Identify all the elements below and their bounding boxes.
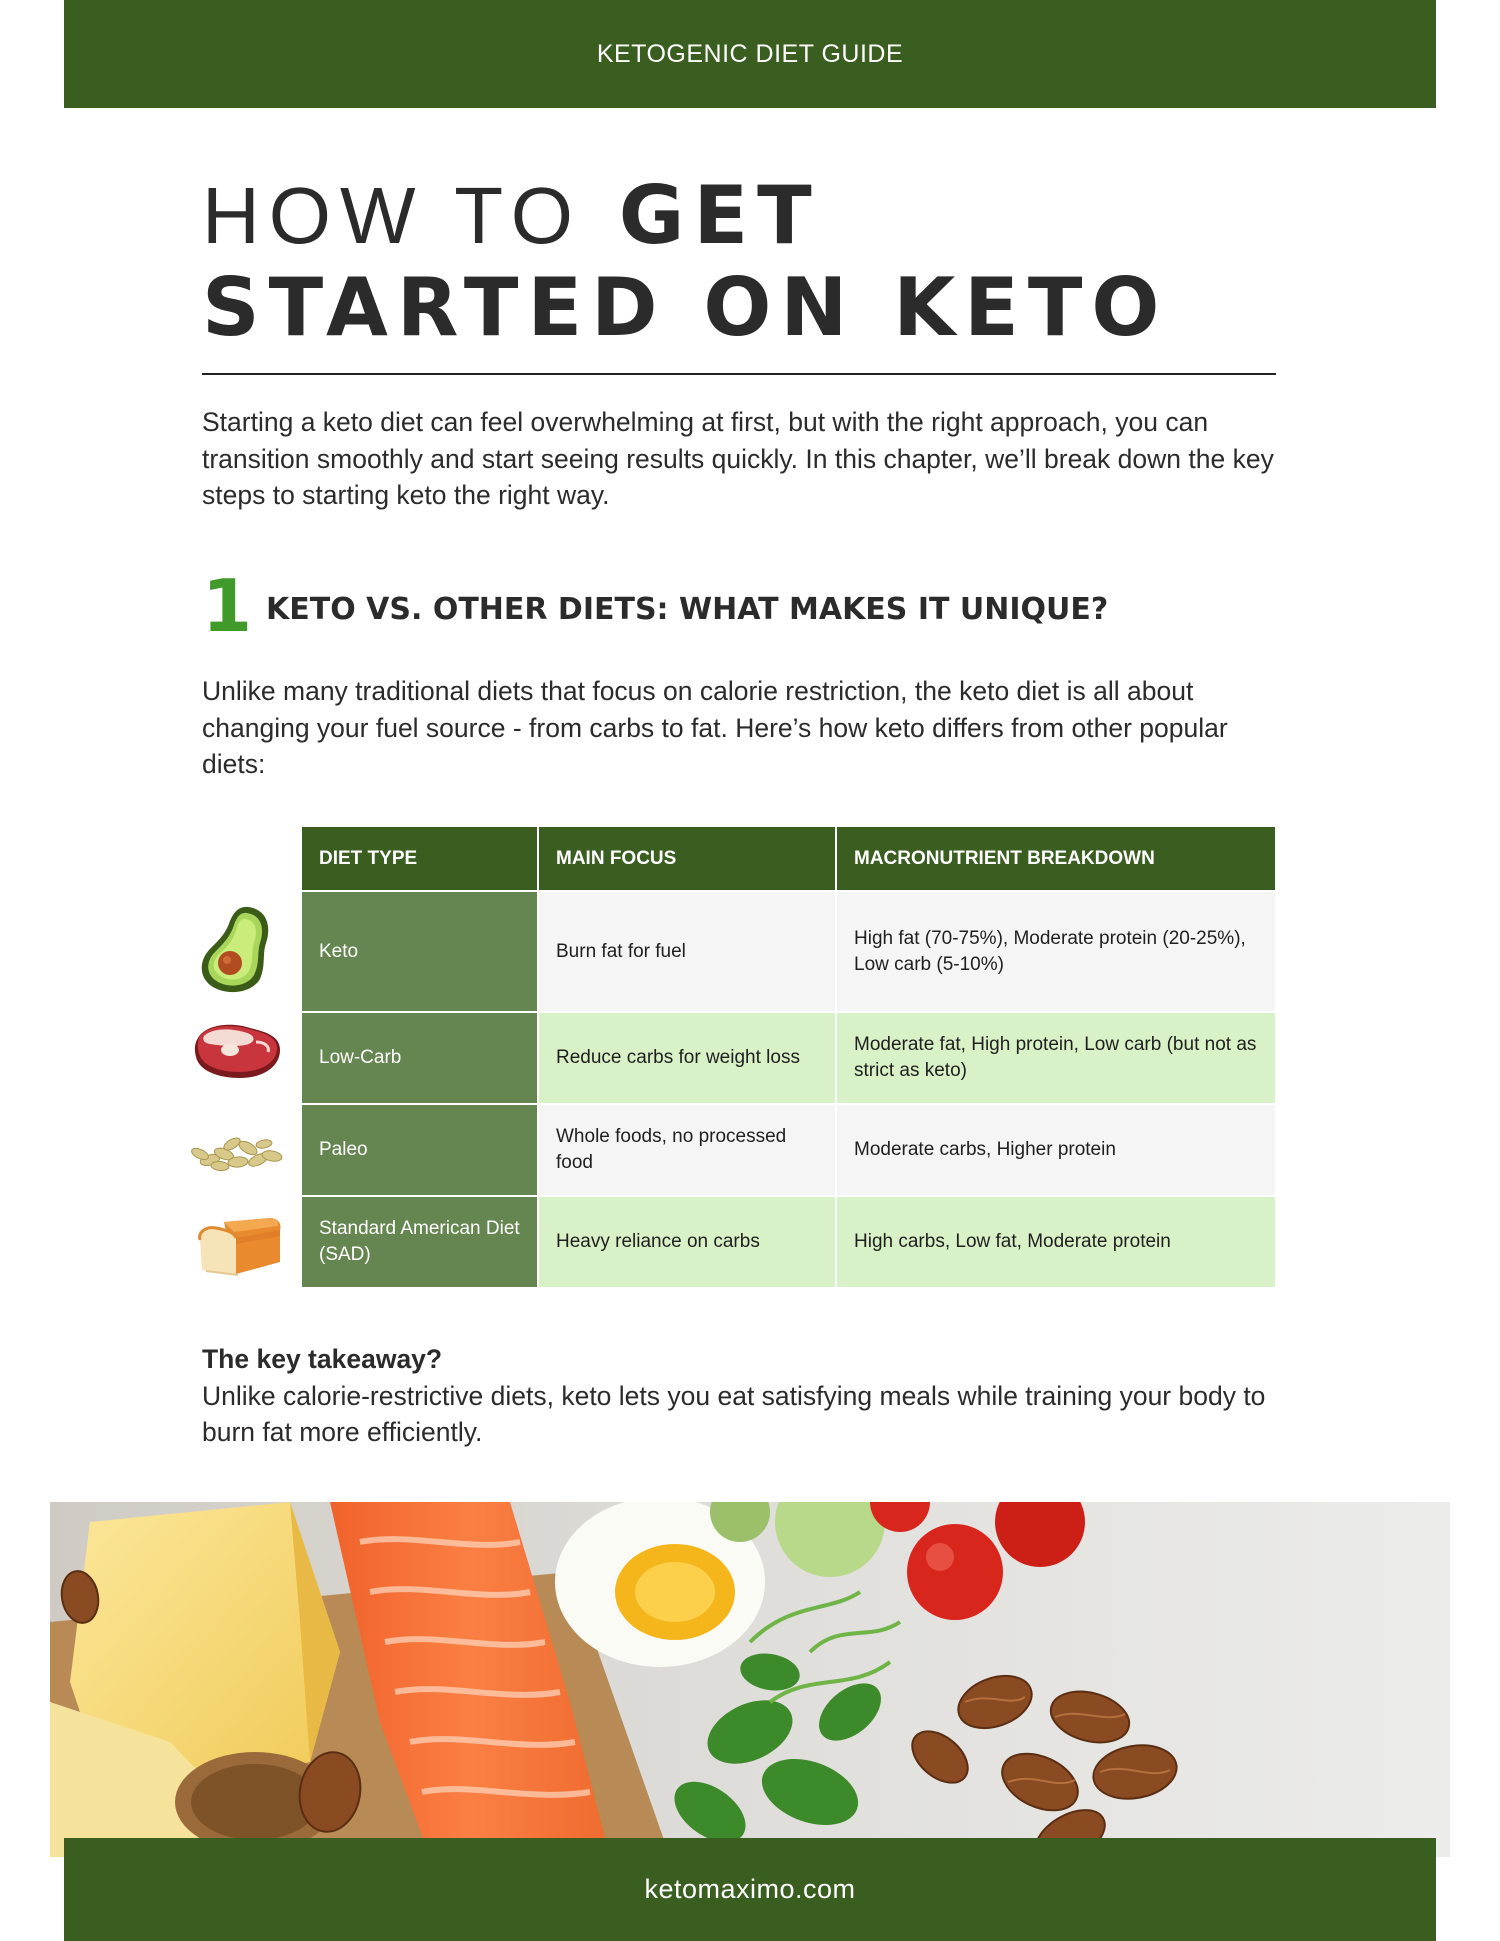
main-focus-cell: Heavy reliance on carbs: [538, 1196, 836, 1288]
table-row: [302, 1104, 1275, 1196]
table-row: [302, 1012, 1275, 1104]
seeds-icon: [190, 1130, 286, 1174]
section-title: KETO VS. OTHER DIETS: WHAT MAKES IT UNIQUE?: [266, 592, 1109, 627]
keto-food-photo: [50, 1502, 1450, 1857]
macronutrient-cell: Moderate fat, High protein, Low carb (but not as strict as keto): [836, 1012, 1275, 1104]
table-header-row: [302, 827, 1275, 891]
title-line-2: STARTED ON KETO: [202, 261, 1169, 354]
bread-icon: [194, 1214, 286, 1280]
column-header-macronutrients: MACRONUTRIENT BREAKDOWN: [836, 827, 1275, 891]
diet-type-cell: Low-Carb: [302, 1012, 538, 1104]
takeaway-heading: The key takeaway?: [202, 1344, 443, 1374]
title-divider: [202, 373, 1276, 375]
section-body: Unlike many traditional diets that focus on calorie restriction, the keto diet is all about changing your fuel source - from carbs to fat. Here’s how keto differs from other popular diets:: [202, 676, 1228, 779]
intro-paragraph: Starting a keto diet can feel overwhelming at first, but with the right approach, you can transition smoothly and start seeing results quickly. In this chapter, we’ll break down the key steps to starting keto the right way.: [202, 407, 1274, 510]
macronutrient-cell: High fat (70-75%), Moderate protein (20-25%), Low carb (5-10%): [836, 891, 1275, 1012]
steak-icon: [192, 1020, 284, 1084]
macronutrient-cell: High carbs, Low fat, Moderate protein: [836, 1196, 1275, 1288]
section-number: 1: [202, 564, 253, 648]
footer-url[interactable]: ketomaximo.com: [644, 1874, 856, 1904]
takeaway-text: Unlike calorie-restrictive diets, keto lets you eat satisfying meals while training your body to burn fat more efficiently.: [202, 1380, 1266, 1447]
page-title: [202, 170, 1282, 354]
header-title: KETOGENIC DIET GUIDE: [596, 39, 904, 68]
table-row: [302, 1196, 1275, 1288]
title-bold-part: GET: [618, 169, 821, 262]
main-focus-cell: Reduce carbs for weight loss: [538, 1012, 836, 1104]
diet-type-cell: Keto: [302, 891, 538, 1012]
main-focus-cell: Whole foods, no processed food: [538, 1104, 836, 1196]
header-bar: [64, 0, 1436, 108]
main-focus-cell: Burn fat for fuel: [538, 891, 836, 1012]
diet-type-cell: Paleo: [302, 1104, 538, 1196]
takeaway-block: [202, 1341, 1292, 1451]
macronutrient-cell: Moderate carbs, Higher protein: [836, 1104, 1275, 1196]
diet-type-cell: Standard American Diet (SAD): [302, 1196, 538, 1288]
table-row: [302, 891, 1275, 1012]
diet-comparison-table: [302, 827, 1275, 1289]
column-header-main-focus: MAIN FOCUS: [538, 827, 836, 891]
title-light-part: HOW TO: [202, 171, 582, 260]
footer-bar: [64, 1838, 1436, 1941]
column-header-diet-type: DIET TYPE: [302, 827, 538, 891]
avocado-icon: [196, 903, 276, 995]
